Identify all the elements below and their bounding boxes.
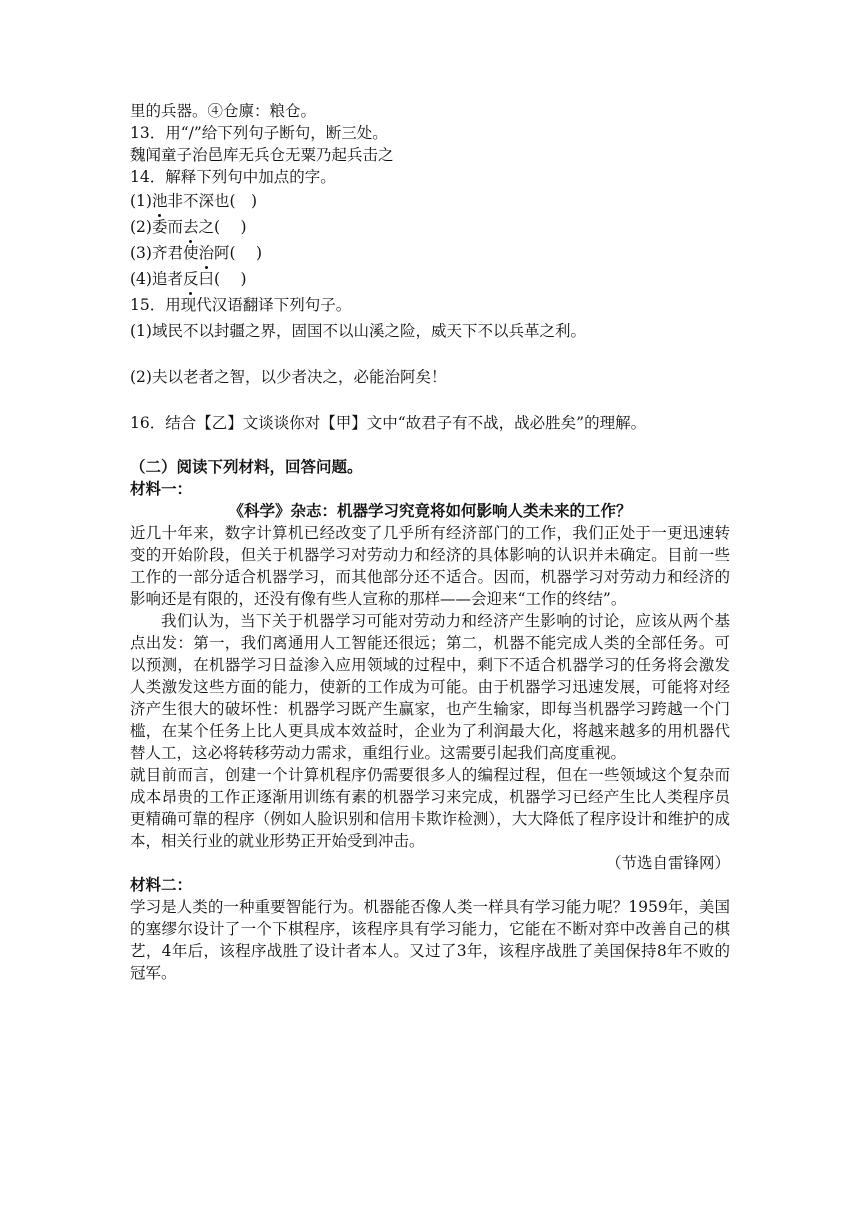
material-2-paragraph-1: 学习是人类的一种重要智能行为。机器能否像人类一样具有学习能力呢？1959年，美国的塞缪尔设计了一个下棋程序，该程序具有学习能力，它能在不断对弈中改善自己的棋艺，4年后，该程序战胜了设计者本人。又过了3年，该程序战胜了美国保持8年不败的冠军。: [130, 898, 730, 982]
material-1-paragraph-1: 近几十年来，数字计算机已经改变了几乎所有经济部门的工作，我们正处于一更迅速转变的开始阶段，但关于机器学习对劳动力和经济的具体影响的认识并未确定。目前一些工作的一部分适合机器学习，而其他部分还不适合。因而，机器学习对劳动力和经济的影响还是有限的，还没有像有些人宣称的那样——会迎来“工作的终结”。: [130, 524, 730, 608]
question-14: 14．解释下列句中加点的字。: [130, 168, 336, 186]
question-14-item-2: [130, 214, 730, 240]
question-13-text: 魏闻童子治邑库无兵仓无粟乃起兵击之: [130, 146, 394, 164]
material-2-label: 材料二：: [130, 875, 193, 894]
question-13: 13．用“/”给下列句子断句，断三处。: [130, 124, 388, 142]
material-1-source: （节选自雷锋网）: [605, 854, 730, 872]
material-1-paragraph-3: 就目前而言，创建一个计算机程序仍需要很多人的编程过程，但在一些领域这个复杂而成本昂贵的工作正逐渐用训练有素的机器学习来完成，机器学习已经产生比人类程序员更精确可靠的程序（例如人脸识别和信用卡欺诈检测），大大降低了程序设计和维护的成本，相关行业的就业形势正开始受到冲击。: [130, 766, 730, 850]
document-page: [130, 100, 730, 984]
material-1-paragraph-2: 我们认为，当下关于机器学习可能对劳动力和经济产生影响的讨论，应该从两个基点出发：第一，我们离通用人工智能还很远；第二，机器不能完成人类的全部任务。可以预测，在机器学习日益渗入应用领域的过程中，剩下不适合机器学习的任务将会激发人类激发这些方面的能力，使新的工作成为可能。由于机器学习迅速发展，可能将对经济产生很大的破坏性：机器学习既产生赢家，也产生输家，即每当机器学习跨越一个门槛，在某个任务上比人更具成本效益时，企业为了利润最大化，将越来越多的用机器代替人工，这必将转移劳动力需求，重组行业。这需要引起我们高度重视。: [130, 612, 730, 762]
item-suffix: 非不深也( ): [167, 192, 258, 210]
question-14-item-4: [130, 266, 730, 292]
item-prefix: (1): [130, 192, 152, 210]
item-suffix: 阿( ): [213, 244, 263, 262]
question-15-item-1: (1)域民不以封疆之界，固国不以山溪之险，威天下不以兵革之利。: [130, 322, 586, 340]
dotted-char: 治: [198, 240, 214, 266]
question-15: 15．用现代汉语翻译下列句子。: [130, 296, 352, 314]
material-1-label: 材料一：: [130, 479, 193, 498]
material-1-title: 《科学》杂志：机器学习究竟将如何影响人类未来的工作？: [228, 501, 632, 520]
dotted-char: 反: [183, 266, 199, 292]
section-heading: （二）阅读下列材料，回答问题。: [130, 457, 363, 476]
question-14-item-3: [130, 240, 730, 266]
dotted-char: 池: [152, 188, 168, 214]
note-line: 里的兵器。④仓廪：粮仓。: [130, 102, 317, 120]
item-suffix: 曰( ): [198, 270, 247, 288]
item-prefix: (4)追者: [130, 270, 183, 288]
dotted-char: 去: [183, 214, 199, 240]
question-14-item-1: [130, 188, 730, 214]
question-15-item-2: (2)夫以老者之智，以少者决之，必能治阿矣！: [130, 368, 447, 386]
item-prefix: (2)委而: [130, 218, 183, 236]
item-suffix: 之( ): [198, 218, 247, 236]
item-prefix: (3)齐君使: [130, 244, 199, 262]
question-16: 16．结合【乙】文谈谈你对【甲】文中“故君子有不战，战必胜矣”的理解。: [130, 414, 647, 432]
